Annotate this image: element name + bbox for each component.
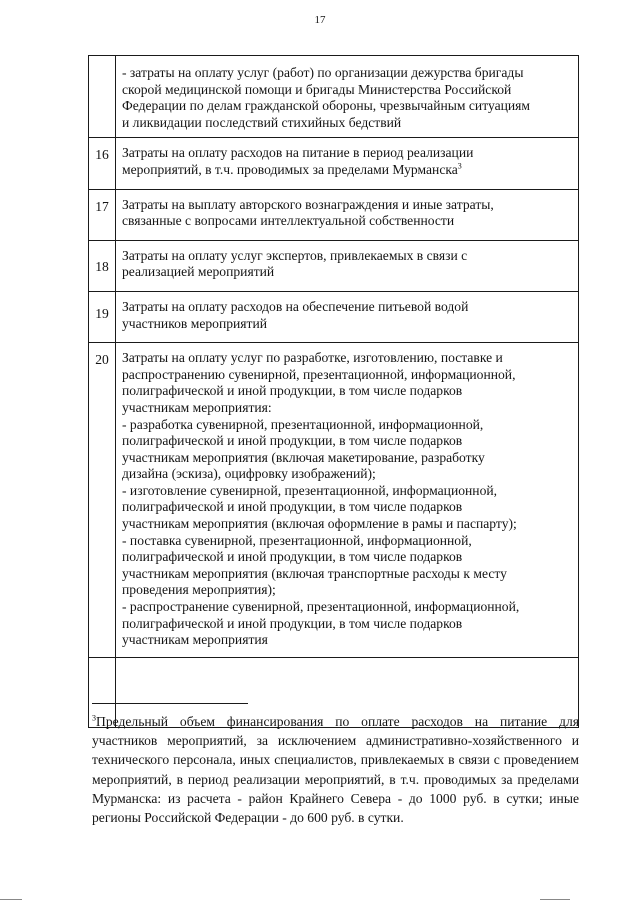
cell-text-line: Затраты на оплату услуг по разработке, изготовлению, поставке и <box>122 350 503 366</box>
row-text-cell <box>116 138 579 189</box>
row-number-cell <box>89 56 116 138</box>
cell-text-line: полиграфической и иной продукции, в том числе подарков <box>122 383 463 399</box>
row-number-cell: 19 <box>89 291 116 342</box>
cell-text-line: участникам мероприятия (включая транспортные расходы к месту <box>122 565 507 581</box>
cell-text-line: участникам мероприятия (включая макетирование, разработку <box>122 449 485 465</box>
row-number-cell: 20 <box>89 343 116 658</box>
cell-text-line: - разработка сувенирной, презентационной, информационной, <box>122 416 484 432</box>
row-text-cell <box>116 240 579 291</box>
table-row <box>89 189 579 240</box>
page-number: 17 <box>314 14 326 26</box>
row-number-cell: 16 <box>89 138 116 189</box>
row-number-cell: 18 <box>89 240 116 291</box>
footnote-marker: 3 <box>92 713 96 723</box>
cell-text-line: полиграфической и иной продукции, в том числе подарков <box>122 499 463 515</box>
footnote <box>92 712 579 827</box>
table-row <box>89 56 579 138</box>
cell-text-line: участникам мероприятия <box>122 632 268 648</box>
table-row <box>89 343 579 658</box>
cell-text-line: - затраты на оплату услуг (работ) по организации дежурства бригады <box>122 65 524 80</box>
footnote-divider <box>92 703 248 704</box>
scan-edge-mark <box>0 899 22 900</box>
cell-text-line: участников мероприятий <box>122 315 268 331</box>
cell-text-line: Затраты на оплату услуг экспертов, привлекаемых в связи с <box>122 247 468 263</box>
row-text-cell <box>116 343 579 658</box>
cell-text-line: проведения мероприятия); <box>122 582 276 598</box>
cell-text-line: полиграфической и иной продукции, в том числе подарков <box>122 433 463 449</box>
cell-text-line: Затраты на оплату расходов на питание в период реализации <box>122 145 474 161</box>
footnote-text: Предельный объем финансирования по оплате расходов на питание для участников мероприятий, за исключением административно-хозяйственного и технического персонала, иных специалистов, привлекаемых в связи с проведением мероприятий, в период реализации мероприятий, в т.ч. проводимых за пределами Мурманска: из расчета - район Крайнего Севера - до 1000 руб. в сутки; иные регионы Российской Федерации - до 600 руб. в сутки. <box>92 714 579 826</box>
cell-text-line: полиграфической и иной продукции, в том числе подарков <box>122 549 463 565</box>
cell-text-line: Затраты на оплату расходов на обеспечение питьевой водой <box>122 298 469 314</box>
row-text-cell <box>116 189 579 240</box>
expenses-table <box>88 55 579 728</box>
cell-text-line: связанные с вопросами интеллектуальной собственности <box>122 213 455 229</box>
row-text-cell <box>116 291 579 342</box>
scan-edge-mark <box>540 899 570 900</box>
cell-text-line: скорой медицинской помощи и бригады Министерства Российской <box>122 81 512 97</box>
cell-text-line: дизайна (эскиза), оцифровку изображений); <box>122 466 376 482</box>
footnote-reference: 3 <box>457 161 462 171</box>
cell-text-line: полиграфической и иной продукции, в том числе подарков <box>122 615 463 631</box>
cell-text-line: Затраты на выплату авторского вознаграждения и иные затраты, <box>122 196 494 212</box>
cell-text-line: - изготовление сувенирной, презентационной, информационной, <box>122 482 498 498</box>
cell-text-line: - распространение сувенирной, презентационной, информационной, <box>122 599 520 615</box>
table-row <box>89 291 579 342</box>
cell-text-line: и ликвидации последствий стихийных бедствий <box>122 114 402 130</box>
cell-text-line: распространению сувенирной, презентационной, информационной, <box>122 366 516 382</box>
table-row <box>89 240 579 291</box>
cell-text-line: - поставка сувенирной, презентационной, информационной, <box>122 532 472 548</box>
cell-text-line: Федерации по делам гражданской обороны, чрезвычайным ситуациям <box>122 98 531 114</box>
row-text-cell <box>116 56 579 138</box>
cell-text-line: реализацией мероприятий <box>122 264 275 280</box>
cell-text-line: мероприятий, в т.ч. проводимых за пределами Мурманска$^3$ <box>122 161 462 177</box>
cell-text-line: участникам мероприятия (включая оформление в рамы и паспарту); <box>122 516 517 532</box>
row-number-cell: 17 <box>89 189 116 240</box>
table-row <box>89 138 579 189</box>
cell-text-line: участникам мероприятия: <box>122 399 272 415</box>
